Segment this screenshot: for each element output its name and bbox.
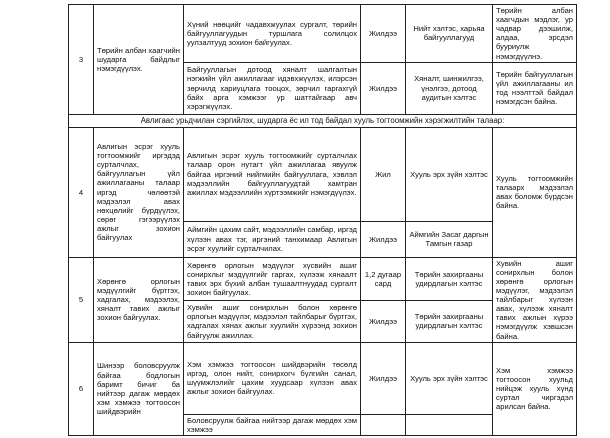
row-number: 4 [69,127,94,257]
period-cell [361,414,406,435]
measure-cell: Боловсруулж байгаа нийтээр дагаж мөрдөх хэм хэмжээ [184,414,361,435]
table-row [69,127,577,221]
responsible-cell: Хууль эрх зүйн хэлтэс [406,127,493,221]
period-cell: Жилдээ [361,342,406,414]
section-header: Авлигаас урьдчилан сэргийлэх, шударга ёс ил тод байдал хууль тогтоомжийн хэрэгжилтийн талаар: [69,114,577,127]
measure-cell: Хүний нөөцийг чадавхжуулах сургалт, төрийн байгууллагуудын туршлага солилцох уулзалтууд зохион байгуулах. [184,5,361,63]
period-cell: 1,2 дугаар сард [361,257,406,301]
row-number: 5 [69,257,94,342]
final-result-cell: Хууль тогтоомжийн талаарх мэдээлэл авах боломж бүрдсэн байна. [493,127,577,257]
measure-cell: Хэм хэмжээ тогтоосон шийдвэрийн төсөлд иргэд, олон нийт, сонирхогч бүлгийн санал, шүүмжлэлийг цахим хуудсаар хүлээн авах ажлыг зохион байгуулах. [184,342,361,414]
final-result-cell: Хэм хэмжээ тогтоосон хуульд нийцэж хууль хүнд суртал чиргэдэл арилсан байна. [493,342,577,435]
period-cell: Жил [361,127,406,221]
period-cell: Жилдээ [361,5,406,63]
responsible-cell: Нийт хэлтэс, харьяа байгууллагууд [406,5,493,63]
measure-cell: Хөрөнгө орлогын мэдүүлэг хүсвийн ашиг сонирхлыг мэдүүлгийг гаргах, хүлээж хянаалт тавих эрх бүхий албан тушаалтнуудад сургалт зохион байгуулах. [184,257,361,301]
table-row [69,5,577,63]
action-plan-table [68,4,577,436]
final-result-cell: Төрийн байгууллагын үйл ажиллагааны ил тод нээлттэй байдал нэмэгдсэн байна. [493,62,577,114]
responsible-cell: Аймгийн Засаг даргын Тамгын газар [406,221,493,257]
responsible-cell: Төрийн захиргааны удирдлагын хэлтэс [406,301,493,342]
final-result-cell: Төрийн албан хаагчдын мэдлэг, ур чадвар дээшилж, алдаа, эрсдэл бууриулж нэмэгдүүлнэ. [493,5,577,63]
period-cell: Жилдээ [361,221,406,257]
period-cell: Жилдээ [361,301,406,342]
row-number: 6 [69,342,94,435]
final-result-cell: Хувийн ашиг сонирхлын болон хөрөнгө орлогын мэдүүлэг, мэдээлэл тайлбарыг хүлээн авах, хүлээж хяналт тавих ажлын хүрээ нэмэгдүүлж хэвшсэн байна. [493,257,577,342]
responsible-cell: Хяналт, шинжилгээ, үнэлгээ, дотоод аудитын хэлтэс [406,62,493,114]
measure-cell: Авлигын эсрэг хууль тогтоомжийг сурталчлах талаар орон нутагт үйл ажиллагаа явуулж байгаа иргэний нийгмийн байгууллага, хэвлэл мэдээллийн байгууллагуудтай хамтран ажиллах мэдээллийн хүртээмжийг нэмэгдүүлэх. [184,127,361,221]
measure-cell: Хувийн ашиг сонирхлын болон хөрөнгө орлогын мэдүүлэг, мэдээлэл тайлбарыг бүртгэх, хадгалах хянах ажлыг хуулийн хүрээнд зохион байгуулж ажиллах. [184,301,361,342]
measure-cell: Байгууллагын дотоод хяналт шалгалтын нэгжийн үйл ажиллагааг идэвхжүүлэх, илэрсэн зөрчилд хариуцлага тооцох, зөрчил гаргахгүй байх арга хэмжээг ур шаттайгаар авч хэрэгжүүлэх. [184,62,361,114]
period-cell: Жилдээ [361,62,406,114]
measure-cell: Аймгийн цахим сайт, мэдээллийн самбар, иргэд хүлээн авах тэг, иргэний танхимаар Авлигын эсрэг хуулийг сурталчилах. [184,221,361,257]
responsible-cell: Хууль эрх зүйн хэлтэс [406,342,493,414]
responsible-cell: Төрийн захиргааны удирдлагын хэлтэс [406,257,493,301]
goal-cell: Хөрөнгө орлогын мэдүүлгийг бүртгэх, хадгалах, мэдээлэх, хяналт тавих ажлыг зохион байгуулах. [94,257,184,342]
table-row [69,342,577,414]
table-row [69,257,577,301]
goal-cell: Төрийн албан хаагчийн шударга байдлыг нэмэгдүүлэх. [94,5,184,115]
section-header-row [69,114,577,127]
goal-cell: Шинээр боловсруулж байгаа бодлогын баримт бичиг ба нийтээр дагаж мөрдөх хэм хэмжээ тогтоосон шийдвэрийн [94,342,184,435]
responsible-cell [406,414,493,435]
goal-cell: Авлигын эсрэг хууль тогтоомжийг иргэдэд сурталчлах, байгууллагын үйл ажиллагааны талаар иргэд чөлөөтэй мэдээлэл авах нөхцөлийг бүрдүүлэх, сөрөг гэгээрүүлэх ажлыг зохион байгуулах [94,127,184,257]
row-number: 3 [69,5,94,115]
